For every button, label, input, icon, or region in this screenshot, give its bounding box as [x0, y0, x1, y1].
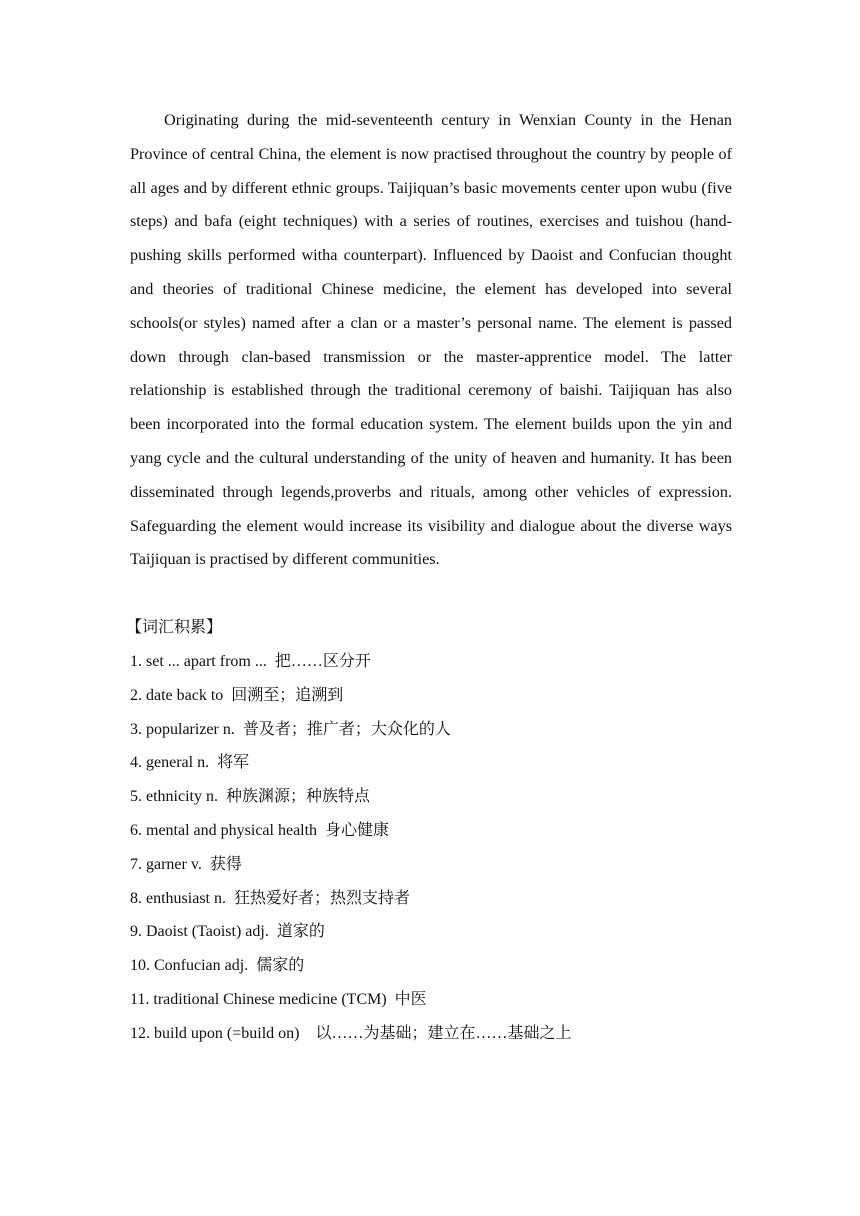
vocabulary-item: 3. popularizer n. 普及者；推广者；大众化的人: [130, 720, 451, 738]
vocabulary-item: 5. ethnicity n. 种族渊源；种族特点: [130, 788, 370, 806]
vocabulary-item: 1. set ... apart from ... 把……区分开: [130, 652, 371, 670]
vocabulary-section: [126, 611, 732, 1050]
vocabulary-item: 8. enthusiast n. 狂热爱好者；热烈支持者: [130, 889, 410, 907]
vocabulary-item: 6. mental and physical health 身心健康: [130, 821, 390, 839]
document-page: [126, 104, 732, 1051]
vocabulary-item: 9. Daoist (Taoist) adj. 道家的: [130, 923, 325, 941]
vocabulary-item: 12. build upon (=build on) 以……为基础；建立在……基础之上: [130, 1024, 572, 1042]
vocabulary-item: 11. traditional Chinese medicine (TCM) 中医: [130, 990, 427, 1008]
vocabulary-heading: 【词汇积累】: [126, 619, 223, 637]
vocabulary-list: [130, 645, 732, 1051]
vocabulary-item: 4. general n. 将军: [130, 754, 250, 772]
passage-paragraph: Originating during the mid-seventeenth century in Wenxian County in the Henan Province of central China, the element is now practised throughout the country by people of all ages and by different ethnic groups. Taijiquan’s basic movements center upon wubu (five steps) and bafa (eight techniques) with a series of routines, exercises and tuishou (hand-pushing skills performed witha counterpart). Influenced by Daoist and Confucian thought and theories of traditional Chinese medicine, the element has developed into several schools(or styles) named after a clan or a master’s personal name. The element is passed down through clan-based transmission or the master-apprentice model. The latter relationship is established through the traditional ceremony of baishi. Taijiquan has also been incorporated into the formal education system. The element builds upon the yin and yang cycle and the cultural understanding of the unity of heaven and humanity. It has been disseminated through legends,proverbs and rituals, among other vehicles of expression. Safeguarding the element would increase its visibility and dialogue about the diverse ways Taijiquan is practised by different communities.: [130, 111, 732, 569]
vocabulary-item: 10. Confucian adj. 儒家的: [130, 957, 305, 975]
vocabulary-item: 2. date back to 回溯至；追溯到: [130, 686, 344, 704]
vocabulary-item: 7. garner v. 获得: [130, 855, 242, 873]
